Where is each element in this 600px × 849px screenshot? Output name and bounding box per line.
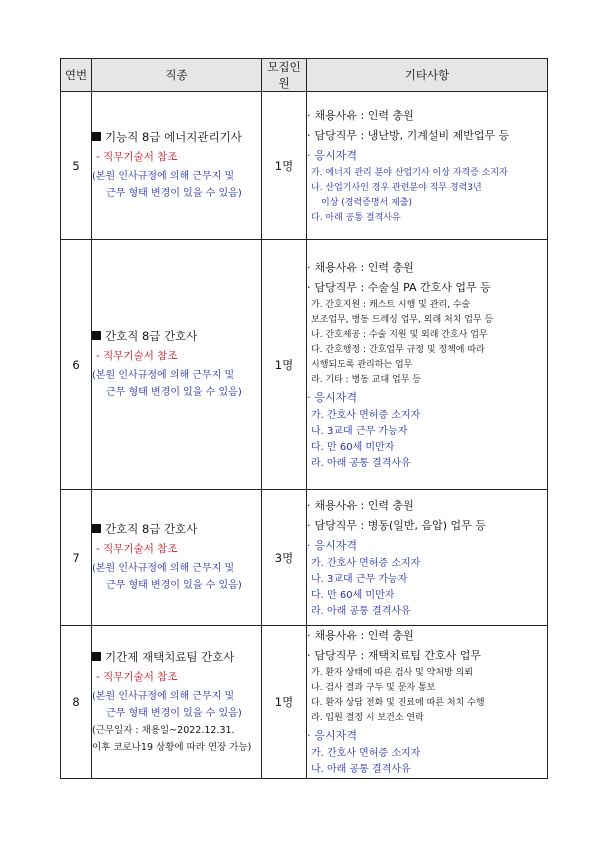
duty-item: 라. 기타 : 병동 교대 업무 등: [311, 374, 421, 385]
header-job: 직종: [92, 59, 262, 92]
work-period: (근무일자 : 채용일~2022.12.31.: [92, 724, 235, 736]
headcount: 3명: [262, 490, 307, 626]
duty: · 담당직무 : 냉난방, 기계설비 제반업무 등: [307, 128, 510, 142]
qualification-title: · 응시자격: [307, 390, 358, 404]
duty-item: 나. 간호제공 : 수술 지원 및 외래 간호사 업무: [311, 329, 488, 340]
job-title: 간호직 8급 간호사: [92, 521, 261, 537]
duty-item: 시행되도록 관리하는 업무: [311, 359, 413, 370]
square-bullet-icon: [92, 132, 101, 141]
job-description-ref: - 직무기술서 참조: [96, 543, 178, 555]
header-count: 모집인원: [262, 59, 307, 92]
qualification-item: 나. 3교대 근무 가능자: [311, 573, 408, 585]
qualification-item: 나. 산업기사인 경우 관련분야 직무 경력3년: [311, 182, 482, 193]
table-row: [61, 92, 548, 240]
job-cell: [92, 92, 262, 240]
notes-cell: [307, 240, 548, 490]
job-description-ref: - 직무기술서 참조: [96, 670, 178, 683]
job-note: 근무 형태 변경이 있을 수 있음): [106, 387, 242, 398]
job-note: (본원 인사규정에 의해 근무지 및: [92, 370, 235, 381]
job-cell: [92, 240, 262, 490]
qualification-item: 라. 아래 공통 결격사유: [311, 605, 411, 617]
qualification-item: 나. 아래 공통 결격사유: [311, 764, 411, 775]
duty-item: 다. 환자 상담 전화 및 진료에 따른 처치 수행: [311, 698, 485, 708]
job-note: 근무 형태 변경이 있을 수 있음): [106, 188, 242, 199]
job-title: 간호직 8급 간호사: [92, 328, 261, 344]
notes-cell: [307, 626, 548, 779]
row-number: 6: [61, 240, 92, 490]
row-number: 8: [61, 626, 92, 779]
row-number: 7: [61, 490, 92, 626]
duty-item: 가. 간호지원 : 캐스트 시행 및 관리, 수술: [311, 299, 471, 310]
table-row: [61, 240, 548, 490]
job-cell: [92, 490, 262, 626]
duty: · 담당직무 : 수술실 PA 간호사 업무 등: [307, 280, 491, 294]
square-bullet-icon: [92, 652, 101, 661]
qualification-item: 나. 3교대 근무 가능자: [311, 425, 408, 437]
job-note: (본원 인사규정에 의해 근무지 및: [92, 171, 235, 182]
headcount: 1명: [262, 240, 307, 490]
job-description-ref: - 직무기술서 참조: [96, 350, 178, 362]
qualification-title: · 응시자격: [307, 729, 358, 742]
duty: · 담당직무 : 재택치료팀 간호사 업무: [307, 649, 481, 662]
job-note: 근무 형태 변경이 있을 수 있음): [106, 707, 242, 719]
qualification-item: 가. 간호사 면허증 소지자: [311, 409, 421, 421]
job-note: (본원 인사규정에 의해 근무지 및: [92, 563, 235, 574]
row-number: 5: [61, 92, 92, 240]
job-description-ref: - 직무기술서 참조: [96, 151, 178, 163]
qualification-item: 다. 아래 공통 결격사유: [311, 212, 401, 223]
qualification-item: 라. 아래 공통 결격사유: [311, 457, 411, 469]
table-row: [61, 626, 548, 779]
headcount: 1명: [262, 92, 307, 240]
header-notes: 기타사항: [307, 59, 548, 92]
square-bullet-icon: [92, 331, 101, 340]
table-row: [61, 490, 548, 626]
job-title: 기능직 8급 에너지관리기사: [92, 129, 261, 145]
headcount: 1명: [262, 626, 307, 779]
header-no: 연번: [61, 59, 92, 92]
qualification-item: 가. 에너지 관리 분야 산업기사 이상 자격증 소지자: [311, 167, 508, 178]
qualification-item: 다. 만 60세 미만자: [311, 441, 395, 453]
notes-cell: [307, 490, 548, 626]
duty-item: 라. 입원 결정 시 보건소 연락: [311, 713, 424, 723]
qualification-item: 다. 만 60세 미만자: [311, 589, 395, 601]
job-title: 기간제 재택치료팀 간호사: [92, 649, 261, 665]
qualification-item: 이상 (경력증명서 제출): [321, 197, 412, 208]
square-bullet-icon: [92, 524, 101, 533]
header-row: [61, 59, 548, 92]
hire-reason: · 채용사유 : 인력 충원: [307, 498, 414, 512]
qualification-item: 가. 간호사 면허증 소지자: [311, 748, 421, 759]
qualification-title: · 응시자격: [307, 148, 358, 162]
duty-item: 보조업무, 병동 드레싱 업무, 외래 처치 업무 등: [311, 314, 494, 325]
hire-reason: · 채용사유 : 인력 충원: [307, 260, 414, 274]
notes-cell: [307, 92, 548, 240]
duty: · 담당직무 : 병동(일반, 음압) 업무 등: [307, 518, 486, 532]
qualification-title: · 응시자격: [307, 538, 358, 552]
recruitment-table: [60, 58, 548, 779]
duty-item: 다. 간호행정 : 간호업무 규정 및 정책에 따라: [311, 344, 485, 355]
duty-item: 가. 환자 상태에 따른 검사 및 약처방 의뢰: [311, 668, 473, 678]
job-cell: [92, 626, 262, 779]
hire-reason: · 채용사유 : 인력 충원: [307, 629, 414, 642]
qualification-item: 가. 간호사 면허증 소지자: [311, 557, 421, 569]
duty-item: 나. 검사 결과 구두 및 문자 통보: [311, 683, 436, 693]
job-note: 근무 형태 변경이 있을 수 있음): [106, 580, 242, 591]
hire-reason: · 채용사유 : 인력 충원: [307, 108, 414, 122]
work-period: 이후 코로나19 상황에 따라 연장 가능): [92, 741, 252, 753]
job-note: (본원 인사규정에 의해 근무지 및: [92, 690, 235, 702]
